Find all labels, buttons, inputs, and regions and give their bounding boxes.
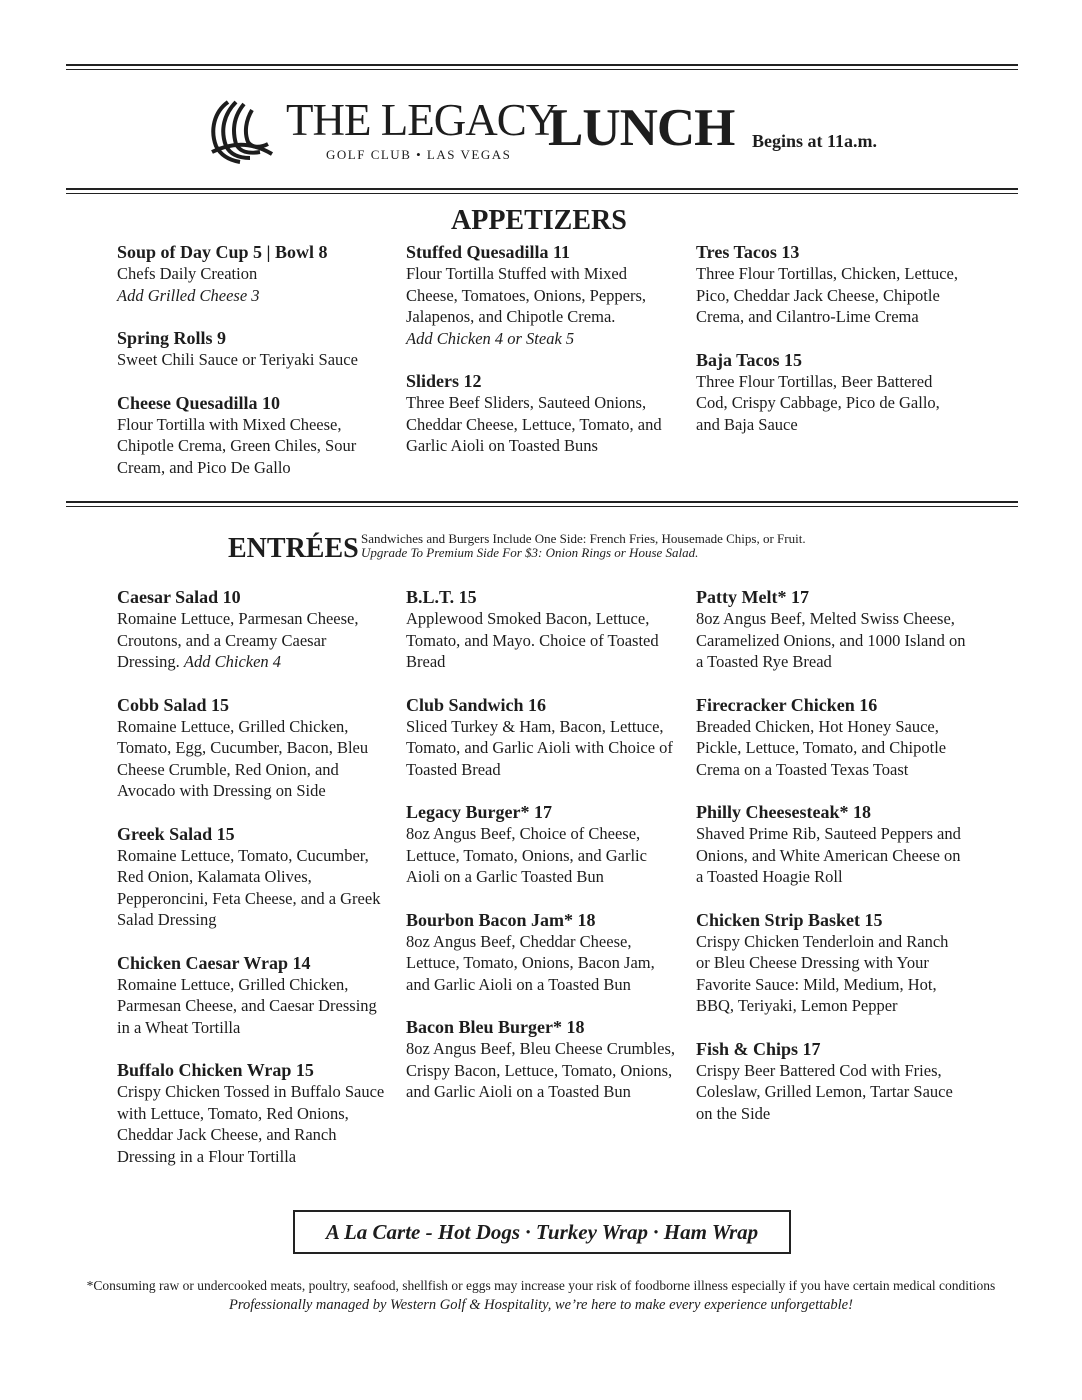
entrees-note-line-1: Sandwiches and Burgers Include One Side: French Fries, Housemade Chips, or Fruit. bbox=[361, 531, 806, 546]
item-name: Club Sandwich 16 bbox=[406, 694, 547, 715]
menu-item bbox=[117, 953, 387, 1039]
entrees-column-1 bbox=[117, 587, 387, 1189]
meal-title: LUNCH bbox=[548, 99, 735, 157]
item-description-text: Romaine Lettuce, Parmesan Cheese, Croutons, and a Creamy Caesar Dressing. bbox=[117, 609, 359, 671]
menu-item bbox=[696, 910, 966, 1017]
item-description: Crispy Chicken Tossed in Buffalo Sauce with Lettuce, Tomato, Red Onions, Cheddar Jack Cheese, and Ranch Dressing in a Flour Tortilla bbox=[117, 1082, 385, 1166]
item-name: Chicken Strip Basket 15 bbox=[696, 909, 883, 930]
item-description: Romaine Lettuce, Tomato, Cucumber, Red Onion, Kalamata Olives, Pepperoncini, Feta Cheese, and a Greek Salad Dressing bbox=[117, 845, 381, 929]
menu-item bbox=[117, 393, 387, 479]
item-addon-note: Add Grilled Cheese 3 bbox=[117, 285, 260, 305]
item-name: Caesar Salad 10 bbox=[117, 587, 241, 607]
item-description: 8oz Angus Beef, Bleu Cheese Crumbles, Crispy Bacon, Lettuce, Tomato, Onions, and Garlic Aioli on a Toasted Bun bbox=[406, 1039, 675, 1101]
item-description: Flour Tortilla with Mixed Cheese, Chipotle Crema, Green Chiles, Sour Cream, and Pico De Gallo bbox=[117, 414, 357, 477]
item-description: Breaded Chicken, Hot Honey Sauce, Pickle, Lettuce, Tomato, and Chipotle Crema on a Toasted Texas Toast bbox=[696, 716, 947, 779]
menu-item bbox=[406, 371, 676, 457]
menu-item bbox=[696, 695, 966, 781]
item-name: Cobb Salad 15 bbox=[117, 694, 230, 715]
item-name: Spring Rolls 9 bbox=[117, 328, 227, 348]
item-description: Flour Tortilla Stuffed with Mixed Cheese, Tomatoes, Onions, Peppers, Jalapenos, and Chipotle Crema. bbox=[406, 264, 647, 326]
appetizers-title: APPETIZERS bbox=[451, 205, 627, 236]
item-description: Three Flour Tortillas, Beer Battered Cod, Crispy Cabbage, Pico de Gallo, and Baja Sauce bbox=[696, 371, 940, 434]
item-name: Bacon Bleu Burger* 18 bbox=[406, 1017, 585, 1037]
a-la-carte-box: A La Carte - Hot Dogs · Turkey Wrap · Ham Wrap bbox=[293, 1210, 791, 1254]
item-name: Bourbon Bacon Jam* 18 bbox=[406, 909, 596, 930]
item-description bbox=[117, 608, 387, 673]
item-name: Stuffed Quesadilla 11 bbox=[406, 242, 571, 262]
menu-item bbox=[696, 587, 966, 673]
item-description: Three Beef Sliders, Sauteed Onions, Cheddar Cheese, Lettuce, Tomato, and Garlic Aioli on Toasted Buns bbox=[406, 393, 662, 455]
item-name: Sliders 12 bbox=[406, 371, 482, 391]
menu-item bbox=[696, 802, 966, 888]
item-name: Patty Melt* 17 bbox=[696, 587, 809, 607]
item-description: Romaine Lettuce, Grilled Chicken, Tomato, Egg, Cucumber, Bacon, Bleu Cheese Crumble, Red Onion, and Avocado with Dressing on Side bbox=[117, 716, 369, 800]
menu-item bbox=[117, 328, 387, 371]
item-description: Sliced Turkey & Ham, Bacon, Lettuce, Tomato, and Garlic Aioli with Choice of Toasted Bread bbox=[406, 716, 673, 779]
entrees-column-3 bbox=[696, 587, 966, 1146]
entrees-side-note bbox=[361, 532, 806, 560]
item-name: Soup of Day Cup 5 | Bowl 8 bbox=[117, 242, 328, 262]
appetizers-column-1 bbox=[117, 242, 387, 500]
item-name: Firecracker Chicken 16 bbox=[696, 694, 878, 715]
item-description: Crispy Chicken Tenderloin and Ranch or Bleu Cheese Dressing with Your Favorite Sauce: Mild, Medium, Hot, BBQ, Teriyaki, Lemon Pepper bbox=[696, 931, 949, 1015]
menu-item bbox=[696, 242, 966, 328]
menu-item bbox=[117, 587, 387, 673]
item-description: Shaved Prime Rib, Sauteed Peppers and Onions, and White American Cheese on a Toasted Hoagie Roll bbox=[696, 824, 961, 886]
brand-subtitle: GOLF CLUB • LAS VEGAS bbox=[326, 147, 512, 162]
menu-item bbox=[406, 695, 676, 781]
entrees-note-line-2: Upgrade To Premium Side For $3: Onion Rings or House Salad. bbox=[361, 545, 699, 560]
menu-item bbox=[696, 1039, 966, 1125]
item-description: 8oz Angus Beef, Cheddar Cheese, Lettuce, Tomato, Onions, Bacon Jam, and Garlic Aioli on a Toasted Bun bbox=[406, 931, 655, 994]
item-description: Crispy Beer Battered Cod with Fries, Coleslaw, Grilled Lemon, Tartar Sauce on the Side bbox=[696, 1060, 953, 1123]
item-name: Tres Tacos 13 bbox=[696, 242, 800, 262]
item-name: Philly Cheesesteak* 18 bbox=[696, 802, 871, 822]
item-addon-note: Add Chicken 4 bbox=[183, 652, 282, 671]
brand-name: THE LEGACY bbox=[286, 95, 558, 145]
meal-time: Begins at 11a.m. bbox=[752, 131, 878, 151]
item-name: Chicken Caesar Wrap 14 bbox=[117, 952, 311, 973]
item-name: Legacy Burger* 17 bbox=[406, 802, 552, 822]
menu-item bbox=[117, 695, 387, 802]
menu-item bbox=[406, 1017, 676, 1103]
top-divider bbox=[66, 64, 1018, 70]
management-tagline: Professionally managed by Western Golf & Hospitality, we’re here to make every experience unforgettable! bbox=[229, 1297, 853, 1313]
menu-item bbox=[117, 824, 387, 931]
item-name: Buffalo Chicken Wrap 15 bbox=[117, 1060, 314, 1080]
item-name: Baja Tacos 15 bbox=[696, 349, 803, 370]
appetizers-column-3 bbox=[696, 242, 966, 457]
entrees-title: ENTRÉES bbox=[228, 533, 359, 564]
menu-item bbox=[406, 242, 676, 349]
item-addon-note: Add Chicken 4 or Steak 5 bbox=[406, 328, 575, 348]
header-divider bbox=[66, 188, 1018, 194]
item-name: Greek Salad 15 bbox=[117, 823, 235, 844]
item-description: Applewood Smoked Bacon, Lettuce, Tomato, and Mayo. Choice of Toasted Bread bbox=[406, 609, 659, 671]
golf-club-logo-icon bbox=[206, 96, 274, 164]
menu-item bbox=[406, 910, 676, 996]
item-description: 8oz Angus Beef, Melted Swiss Cheese, Caramelized Onions, and 1000 Island on a Toasted Rye Bread bbox=[696, 609, 966, 671]
entrees-column-2 bbox=[406, 587, 676, 1125]
item-name: Fish & Chips 17 bbox=[696, 1038, 821, 1059]
item-description: Sweet Chili Sauce or Teriyaki Sauce bbox=[117, 350, 358, 369]
item-description: 8oz Angus Beef, Choice of Cheese, Lettuce, Tomato, Onions, and Garlic Aioli on a Garlic Toasted Bun bbox=[406, 824, 647, 886]
appetizers-divider bbox=[66, 501, 1018, 507]
menu-item bbox=[117, 1060, 387, 1167]
appetizers-column-2 bbox=[406, 242, 676, 479]
menu-item bbox=[696, 350, 966, 436]
item-description: Three Flour Tortillas, Chicken, Lettuce, Pico, Cheddar Jack Cheese, Chipotle Crema, and Cilantro-Lime Crema bbox=[696, 264, 959, 326]
item-name: Cheese Quesadilla 10 bbox=[117, 392, 281, 413]
food-safety-disclaimer: *Consuming raw or undercooked meats, poultry, seafood, shellfish or eggs may increase your risk of foodborne illness especially if you have certain medical conditions bbox=[86, 1278, 996, 1293]
item-description: Chefs Daily Creation bbox=[117, 264, 258, 283]
item-name: B.L.T. 15 bbox=[406, 587, 477, 607]
menu-item bbox=[117, 242, 387, 306]
item-description: Romaine Lettuce, Grilled Chicken, Parmesan Cheese, and Caesar Dressing in a Wheat Tortilla bbox=[117, 974, 377, 1037]
menu-item bbox=[406, 802, 676, 888]
menu-item bbox=[406, 587, 676, 673]
